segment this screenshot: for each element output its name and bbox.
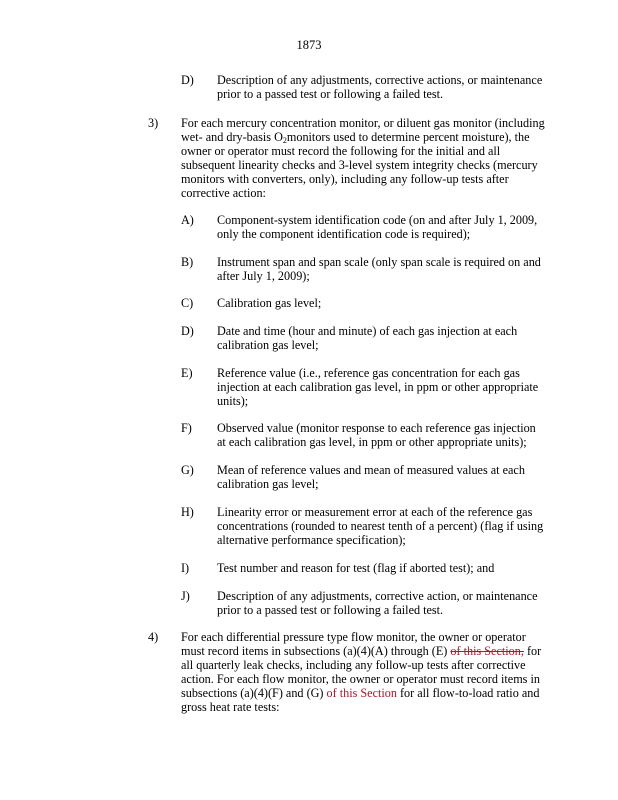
item-text	[181, 116, 545, 200]
text-line: For each differential pressure type flow monitor, the owner or operator	[181, 630, 526, 644]
text-fragment: for all flow-to-load ratio and	[396, 686, 540, 700]
text-line: prior to a passed test or following a failed test.	[217, 603, 444, 617]
subitem-label: A)	[181, 213, 194, 227]
item-text	[181, 630, 541, 714]
text-line: Mean of reference values and mean of measured values at each	[217, 463, 525, 477]
text-fragment: subsections (a)(4)(F) and (G)	[181, 686, 327, 700]
subitem-text	[217, 589, 537, 617]
subitem-text	[217, 463, 525, 491]
subitem-text	[217, 255, 541, 283]
text-line	[181, 686, 541, 700]
text-line: units);	[217, 394, 249, 408]
text-line: corrective action:	[181, 186, 266, 200]
subscript: 2	[282, 136, 287, 145]
item-label: 3)	[148, 116, 159, 130]
text-line: owner or operator must record the following for the initial and all	[181, 144, 501, 158]
subitem-label: J)	[181, 589, 190, 603]
text-fragment: monitors used to determine percent moisture), the	[286, 130, 530, 144]
text-line: at each calibration gas level, in ppm or other appropriate units);	[217, 435, 527, 449]
subitem-label: B)	[181, 255, 194, 269]
text-line: alternative performance specification);	[217, 533, 406, 547]
subitem-label: E)	[181, 366, 193, 380]
text-line: Calibration gas level;	[217, 296, 322, 310]
subitem-label: G)	[181, 463, 194, 477]
text-line: action. For each flow monitor, the owner or operator must record items in	[181, 672, 540, 686]
text-line: concentrations (rounded to nearest tenth of a percent) (flag if using	[217, 519, 544, 533]
subitem-text	[217, 296, 321, 310]
text-line	[181, 130, 545, 144]
text-line	[181, 644, 541, 658]
deleted-text: of this Section,	[450, 644, 524, 658]
item-label: D)	[181, 73, 194, 87]
subitem-text	[217, 561, 494, 575]
text-line: Test number and reason for test (flag if aborted test); and	[217, 561, 495, 575]
page-number: 1873	[296, 38, 322, 52]
text-line: injection at each calibration gas level, in ppm or other appropriate	[217, 380, 539, 394]
text-fragment: must record items in subsections (a)(4)(A) through (E)	[181, 644, 451, 658]
subitem-label: H)	[181, 505, 194, 519]
text-line: Date and time (hour and minute) of each gas injection at each	[217, 324, 518, 338]
text-line: gross heat rate tests:	[181, 700, 280, 714]
text-line: Reference value (i.e., reference gas concentration for each gas	[217, 366, 520, 380]
text-line: after July 1, 2009);	[217, 269, 310, 283]
subitem-text	[217, 324, 517, 352]
text-line: calibration gas level;	[217, 477, 319, 491]
subitem-text	[217, 213, 537, 241]
subitem-text	[217, 366, 538, 408]
item-label: 4)	[148, 630, 159, 644]
text-line: only the component identification code is required);	[217, 227, 471, 241]
text-line: Component-system identification code (on and after July 1, 2009,	[217, 213, 538, 227]
subitem-text	[217, 421, 536, 449]
item-text	[217, 73, 542, 101]
inserted-text: of this Section	[326, 686, 397, 700]
text-line: Observed value (monitor response to each reference gas injection	[217, 421, 536, 435]
text-line: all quarterly leak checks, including any follow-up tests after corrective	[181, 658, 526, 672]
subitem-label: D)	[181, 324, 194, 338]
text-line: Description of any adjustments, corrective action, or maintenance	[217, 589, 538, 603]
subitem-label: I)	[181, 561, 190, 575]
text-line: monitors with converters, only), including any follow-up tests after	[181, 172, 509, 186]
subitem-label: F)	[181, 421, 192, 435]
text-line: prior to a passed test or following a failed test.	[217, 87, 444, 101]
text-line: Instrument span and span scale (only span scale is required on and	[217, 255, 541, 269]
text-line: For each mercury concentration monitor, or diluent gas monitor (including	[181, 116, 545, 130]
subitem-label: C)	[181, 296, 194, 310]
subitem-text	[217, 505, 543, 547]
text-line: Linearity error or measurement error at each of the reference gas	[217, 505, 533, 519]
text-line: subsequent linearity checks and 3-level system integrity checks (mercury	[181, 158, 538, 172]
text-fragment: wet- and dry-basis O	[181, 130, 283, 144]
text-line: Description of any adjustments, corrective actions, or maintenance	[217, 73, 543, 87]
text-line: calibration gas level;	[217, 338, 319, 352]
text-fragment: for	[523, 644, 542, 658]
